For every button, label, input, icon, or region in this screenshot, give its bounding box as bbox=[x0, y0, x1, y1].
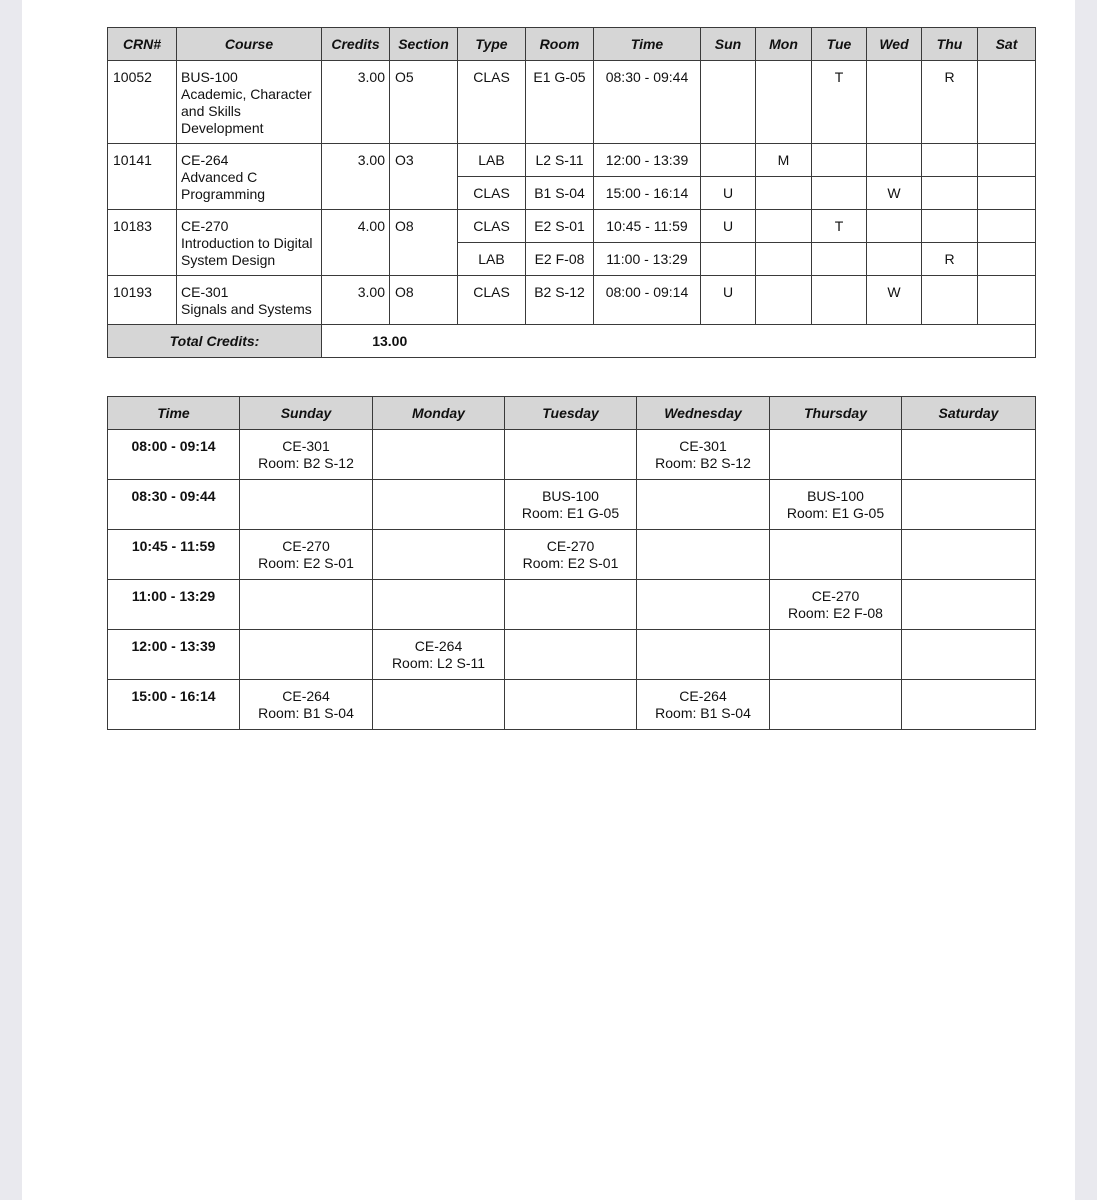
meeting-wed: W bbox=[867, 177, 922, 210]
schedule-cell-wednesday bbox=[637, 630, 770, 680]
header-tuesday: Tuesday bbox=[505, 397, 637, 430]
header-crn: CRN# bbox=[108, 28, 177, 61]
meeting-sat bbox=[978, 276, 1036, 325]
meeting-mon: M bbox=[756, 144, 812, 177]
schedule-time: 12:00 - 13:39 bbox=[108, 630, 240, 680]
class-room: Room: B2 S-12 bbox=[655, 455, 751, 471]
schedule-time: 08:30 - 09:44 bbox=[108, 480, 240, 530]
course-credits: 4.00 bbox=[322, 210, 390, 276]
course-row bbox=[108, 210, 1036, 243]
schedule-cell-monday bbox=[373, 630, 505, 680]
meeting-thu bbox=[922, 144, 978, 177]
header-section: Section bbox=[390, 28, 458, 61]
meeting-tue: T bbox=[812, 61, 867, 144]
class-course: BUS-100 bbox=[542, 488, 599, 504]
class-room: Room: B2 S-12 bbox=[258, 455, 354, 471]
meeting-type: CLAS bbox=[458, 210, 526, 243]
header-time: Time bbox=[108, 397, 240, 430]
schedule-row bbox=[108, 480, 1036, 530]
schedule-time: 10:45 - 11:59 bbox=[108, 530, 240, 580]
meeting-time: 08:00 - 09:14 bbox=[594, 276, 701, 325]
header-credits: Credits bbox=[322, 28, 390, 61]
course-crn: 10052 bbox=[108, 61, 177, 144]
header-wednesday: Wednesday bbox=[637, 397, 770, 430]
meeting-sun: U bbox=[701, 177, 756, 210]
class-course: CE-264 bbox=[679, 688, 727, 704]
schedule-cell-monday bbox=[373, 530, 505, 580]
schedule-cell-tuesday bbox=[505, 680, 637, 730]
schedule-cell-saturday bbox=[902, 530, 1036, 580]
meeting-sat bbox=[978, 144, 1036, 177]
course-code: BUS-100 bbox=[181, 69, 238, 85]
schedule-cell-sunday bbox=[240, 530, 373, 580]
schedule-cell-thursday bbox=[770, 480, 902, 530]
course-section: O3 bbox=[390, 144, 458, 210]
meeting-sun: U bbox=[701, 276, 756, 325]
course-section: O5 bbox=[390, 61, 458, 144]
schedule-cell-thursday bbox=[770, 630, 902, 680]
course-name-line: Programming bbox=[181, 186, 266, 202]
meeting-mon bbox=[756, 276, 812, 325]
class-course: CE-301 bbox=[282, 438, 330, 454]
schedule-cell-sunday bbox=[240, 580, 373, 630]
class-course: CE-264 bbox=[414, 638, 463, 654]
schedule-row bbox=[108, 430, 1036, 480]
meeting-mon bbox=[756, 61, 812, 144]
meeting-tue bbox=[812, 276, 867, 325]
course-title bbox=[177, 144, 322, 210]
course-code: CE-301 bbox=[181, 284, 229, 300]
class-course: CE-270 bbox=[282, 538, 330, 554]
meeting-thu bbox=[922, 177, 978, 210]
class-course: CE-264 bbox=[282, 688, 330, 704]
total-credits-filler bbox=[458, 325, 1036, 358]
schedule-cell-monday bbox=[373, 580, 505, 630]
meeting-type: CLAS bbox=[458, 276, 526, 325]
header-mon: Mon bbox=[756, 28, 812, 61]
meeting-room: E2 S-01 bbox=[526, 210, 594, 243]
schedule-time: 15:00 - 16:14 bbox=[108, 680, 240, 730]
course-credits: 3.00 bbox=[322, 144, 390, 210]
course-name-line: Advanced C bbox=[181, 169, 258, 185]
schedule-cell-monday bbox=[373, 680, 505, 730]
class-room: Room: E2 S-01 bbox=[258, 555, 354, 571]
course-name-line: Development bbox=[181, 120, 264, 136]
meeting-tue: T bbox=[812, 210, 867, 243]
meeting-mon bbox=[756, 210, 812, 243]
meeting-tue bbox=[812, 243, 867, 276]
meeting-sun bbox=[701, 61, 756, 144]
course-table-header bbox=[108, 28, 1036, 61]
class-room: Room: L2 S-11 bbox=[391, 655, 486, 671]
meeting-sun bbox=[701, 243, 756, 276]
meeting-thu: R bbox=[922, 61, 978, 144]
course-crn: 10183 bbox=[108, 210, 177, 276]
header-course: Course bbox=[177, 28, 322, 61]
course-crn: 10193 bbox=[108, 276, 177, 325]
meeting-time: 11:00 - 13:29 bbox=[594, 243, 701, 276]
schedule-cell-sunday bbox=[240, 480, 373, 530]
class-room: Room: E1 G-05 bbox=[786, 505, 885, 521]
meeting-time: 08:30 - 09:44 bbox=[594, 61, 701, 144]
class-room: Room: E2 S-01 bbox=[522, 555, 619, 571]
course-name-line: Academic, Character bbox=[181, 86, 312, 102]
meeting-room: E1 G-05 bbox=[526, 61, 594, 144]
course-section: O8 bbox=[390, 276, 458, 325]
meeting-wed: W bbox=[867, 276, 922, 325]
schedule-cell-saturday bbox=[902, 580, 1036, 630]
header-sat: Sat bbox=[978, 28, 1036, 61]
schedule-cell-sunday bbox=[240, 430, 373, 480]
schedule-cell-saturday bbox=[902, 430, 1036, 480]
meeting-time: 10:45 - 11:59 bbox=[594, 210, 701, 243]
course-row bbox=[108, 61, 1036, 144]
course-title bbox=[177, 61, 322, 144]
meeting-type: LAB bbox=[458, 243, 526, 276]
meeting-room: B1 S-04 bbox=[526, 177, 594, 210]
meeting-sat bbox=[978, 210, 1036, 243]
class-room: Room: E2 F-08 bbox=[788, 605, 883, 621]
schedule-cell-monday bbox=[373, 430, 505, 480]
meeting-room: E2 F-08 bbox=[526, 243, 594, 276]
course-name-line: Introduction to Digital bbox=[181, 235, 313, 251]
schedule-cell-tuesday bbox=[505, 630, 637, 680]
meeting-mon bbox=[756, 177, 812, 210]
meeting-thu bbox=[922, 210, 978, 243]
header-thursday: Thursday bbox=[770, 397, 902, 430]
meeting-room: B2 S-12 bbox=[526, 276, 594, 325]
meeting-sun: U bbox=[701, 210, 756, 243]
course-title bbox=[177, 276, 322, 325]
course-code: CE-264 bbox=[181, 152, 229, 168]
course-row bbox=[108, 276, 1036, 325]
meeting-type: CLAS bbox=[458, 61, 526, 144]
schedule-cell-saturday bbox=[902, 480, 1036, 530]
schedule-cell-wednesday bbox=[637, 680, 770, 730]
total-credits-value: 13.00 bbox=[322, 325, 458, 358]
meeting-wed bbox=[867, 144, 922, 177]
course-table bbox=[107, 27, 1036, 358]
meeting-room: L2 S-11 bbox=[526, 144, 594, 177]
schedule-cell-wednesday bbox=[637, 430, 770, 480]
schedule-cell-thursday bbox=[770, 580, 902, 630]
total-credits-row bbox=[108, 325, 1036, 358]
schedule-time: 11:00 - 13:29 bbox=[108, 580, 240, 630]
meeting-wed bbox=[867, 210, 922, 243]
schedule-cell-wednesday bbox=[637, 580, 770, 630]
schedule-cell-thursday bbox=[770, 680, 902, 730]
course-code: CE-270 bbox=[181, 218, 229, 234]
schedule-cell-tuesday bbox=[505, 530, 637, 580]
header-tue: Tue bbox=[812, 28, 867, 61]
meeting-type: LAB bbox=[458, 144, 526, 177]
schedule-row bbox=[108, 580, 1036, 630]
header-time: Time bbox=[594, 28, 701, 61]
meeting-time: 15:00 - 16:14 bbox=[594, 177, 701, 210]
meeting-type: CLAS bbox=[458, 177, 526, 210]
schedule-cell-tuesday bbox=[505, 430, 637, 480]
meeting-tue bbox=[812, 144, 867, 177]
document-page bbox=[22, 0, 1075, 1200]
header-saturday: Saturday bbox=[902, 397, 1036, 430]
header-sunday: Sunday bbox=[240, 397, 373, 430]
schedule-cell-saturday bbox=[902, 630, 1036, 680]
schedule-cell-sunday bbox=[240, 630, 373, 680]
weekly-schedule-header bbox=[108, 397, 1036, 430]
meeting-thu bbox=[922, 276, 978, 325]
header-wed: Wed bbox=[867, 28, 922, 61]
course-credits: 3.00 bbox=[322, 61, 390, 144]
weekly-schedule-table bbox=[107, 396, 1036, 730]
schedule-cell-tuesday bbox=[505, 580, 637, 630]
course-section: O8 bbox=[390, 210, 458, 276]
schedule-cell-thursday bbox=[770, 530, 902, 580]
course-credits: 3.00 bbox=[322, 276, 390, 325]
course-row bbox=[108, 144, 1036, 177]
meeting-wed bbox=[867, 61, 922, 144]
header-monday: Monday bbox=[373, 397, 505, 430]
header-type: Type bbox=[458, 28, 526, 61]
schedule-cell-wednesday bbox=[637, 480, 770, 530]
meeting-sat bbox=[978, 61, 1036, 144]
schedule-row bbox=[108, 630, 1036, 680]
course-name-line: System Design bbox=[181, 252, 276, 268]
schedule-cell-thursday bbox=[770, 430, 902, 480]
course-name-line: Signals and Systems bbox=[181, 301, 312, 317]
meeting-sat bbox=[978, 243, 1036, 276]
course-crn: 10141 bbox=[108, 144, 177, 210]
course-name-line: and Skills bbox=[181, 103, 241, 119]
header-sun: Sun bbox=[701, 28, 756, 61]
meeting-wed bbox=[867, 243, 922, 276]
meeting-sun bbox=[701, 144, 756, 177]
class-room: Room: E1 G-05 bbox=[521, 505, 620, 521]
class-course: CE-270 bbox=[546, 538, 595, 554]
schedule-cell-monday bbox=[373, 480, 505, 530]
schedule-time: 08:00 - 09:14 bbox=[108, 430, 240, 480]
schedule-cell-tuesday bbox=[505, 480, 637, 530]
meeting-sat bbox=[978, 177, 1036, 210]
meeting-time: 12:00 - 13:39 bbox=[594, 144, 701, 177]
schedule-row bbox=[108, 680, 1036, 730]
class-room: Room: B1 S-04 bbox=[655, 705, 751, 721]
header-thu: Thu bbox=[922, 28, 978, 61]
course-title bbox=[177, 210, 322, 276]
meeting-thu: R bbox=[922, 243, 978, 276]
class-course: CE-301 bbox=[679, 438, 727, 454]
schedule-cell-sunday bbox=[240, 680, 373, 730]
total-credits-label: Total Credits: bbox=[108, 325, 322, 358]
meeting-mon bbox=[756, 243, 812, 276]
schedule-cell-saturday bbox=[902, 680, 1036, 730]
class-course: BUS-100 bbox=[807, 488, 864, 504]
schedule-row bbox=[108, 530, 1036, 580]
schedule-cell-wednesday bbox=[637, 530, 770, 580]
meeting-tue bbox=[812, 177, 867, 210]
class-course: CE-270 bbox=[811, 588, 860, 604]
header-room: Room bbox=[526, 28, 594, 61]
class-room: Room: B1 S-04 bbox=[258, 705, 354, 721]
